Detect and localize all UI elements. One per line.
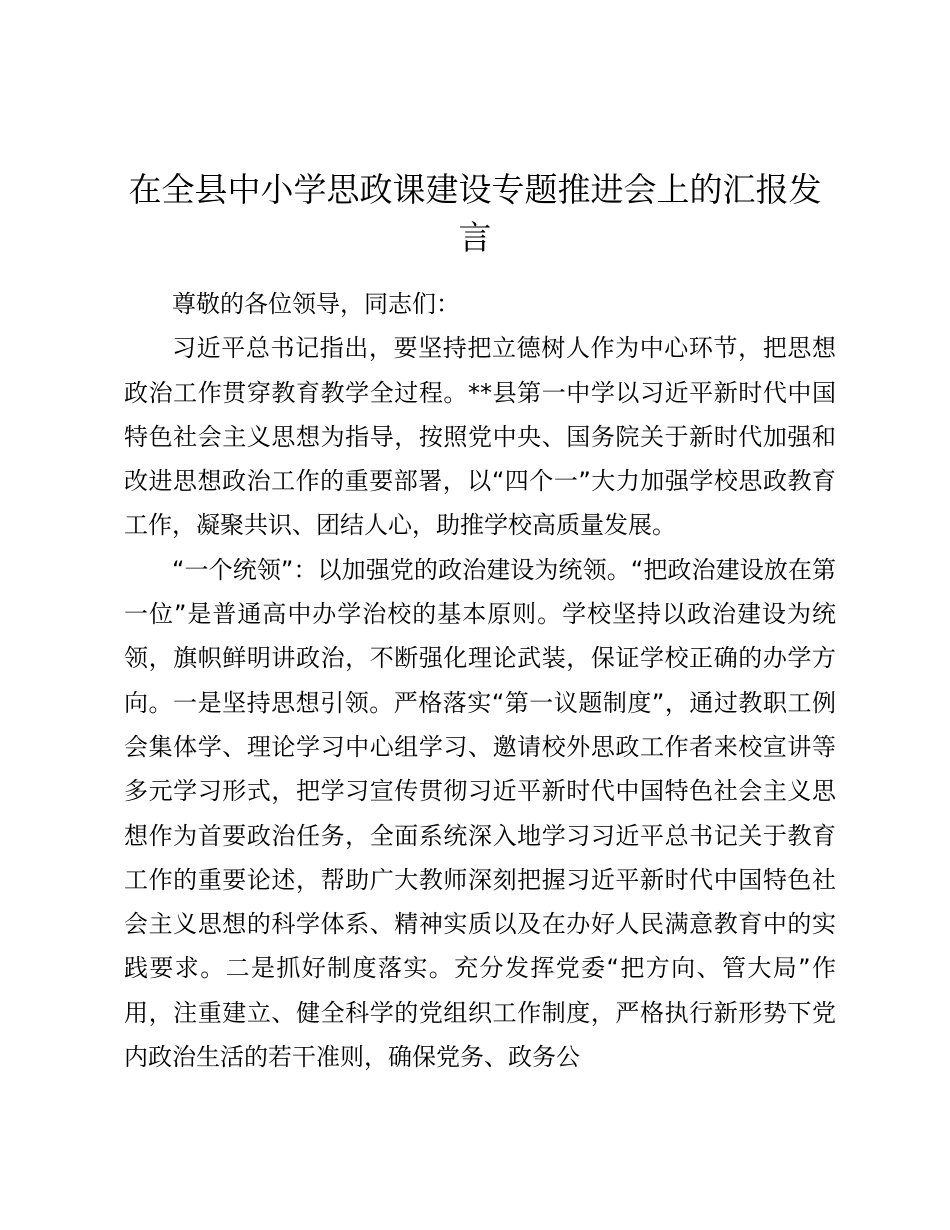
body-paragraph: “一个统领”：以加强党的政治建设为统领。“把政治建设放在第一位”是普通高中办学治校的基本原则。学校坚持以政治建设为统领，旗帜鲜明讲政治，不断强化理论武装，保证学校正确的办学方向。一是坚持思想引领。严格落实“第一议题制度”，通过教职工例会集体学、理论学习中心组学习、邀请校外思政工作者来校宣讲等多元学习形式，把学习宣传贯彻习近平新时代中国特色社会主义思想作为首要政治任务，全面系统深入地学习习近平总书记关于教育工作的重要论述，帮助广大教师深刻把握习近平新时代中国特色社会主义思想的科学体系、精神实质以及在办好人民满意教育中的实践要求。二是抓好制度落实。充分发挥党委“把方向、管大局”作用，注重建立、健全科学的党组织工作制度，严格执行新形势下党内政治生活的若干准则，确保党务、政务公 (124, 555, 836, 1072)
document-body (124, 282, 836, 1079)
document-title: 在全县中小学思政课建设专题推进会上的汇报发言 (128, 170, 822, 257)
intro-paragraph: 习近平总书记指出，要坚持把立德树人作为中心环节，把思想政治工作贯穿教育教学全过程。**县第一中学以习近平新时代中国特色社会主义思想为指导，按照党中央、国务院关于新时代加强和改进思想政治工作的重要部署，以“四个一”大力加强学校思政教育工作，凝聚共识、团结人心，助推学校高质量发展。 (124, 334, 836, 540)
salutation-paragraph: 尊敬的各位领导，同志们： (172, 290, 460, 318)
